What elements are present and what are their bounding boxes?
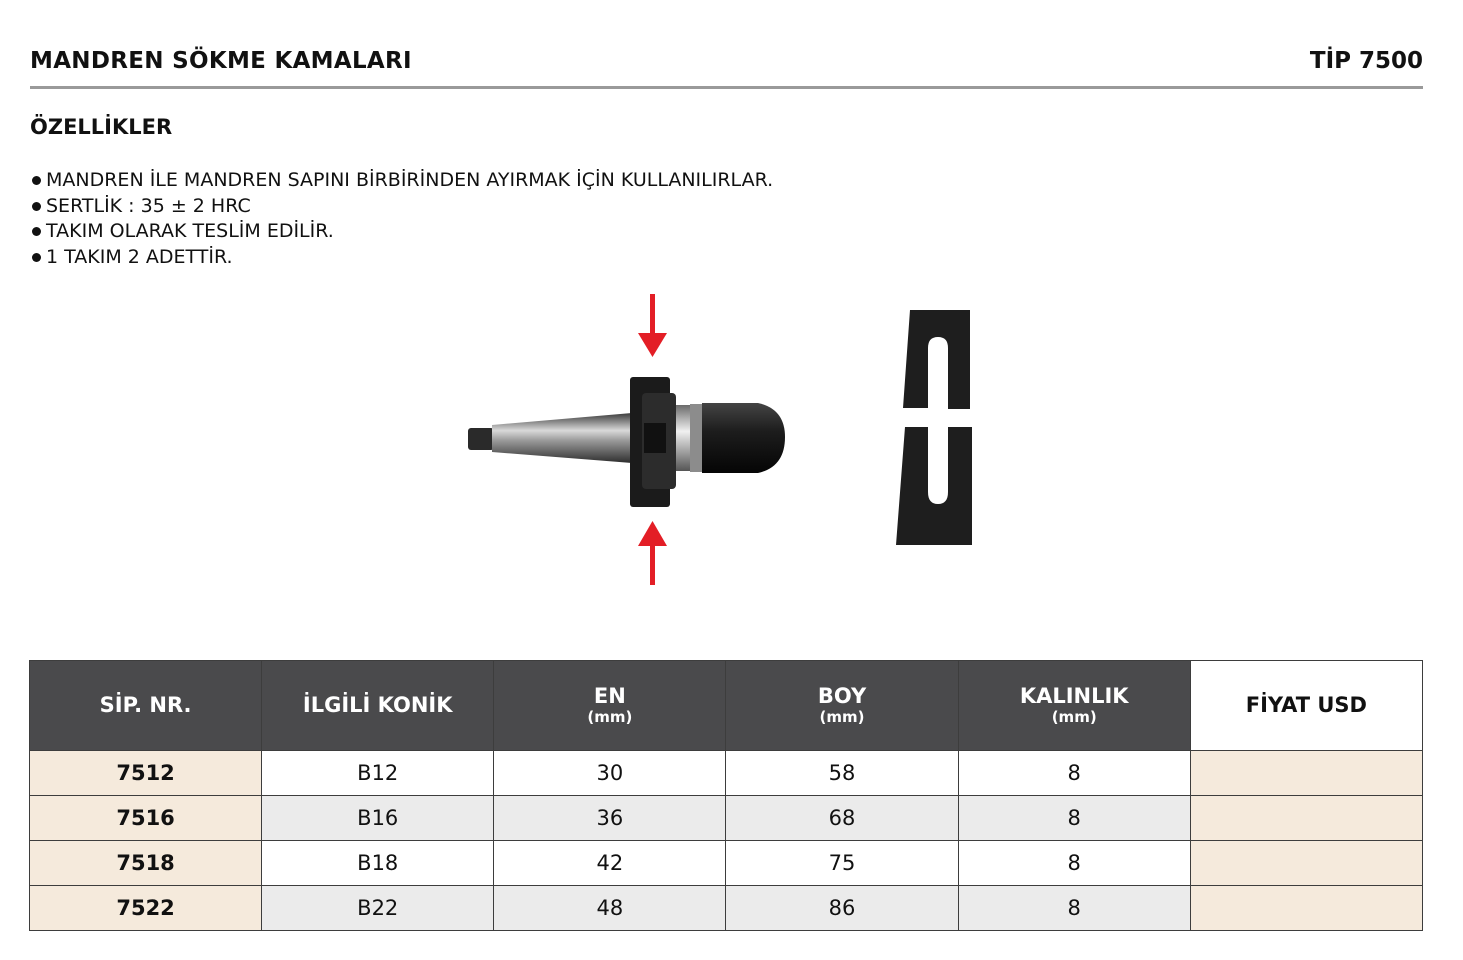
- wedge-plate-drawing: [896, 310, 972, 545]
- table-row: [30, 796, 1423, 841]
- feature-item: [30, 219, 773, 245]
- feature-text: TAKIM OLARAK TESLİM EDİLİR.: [46, 220, 334, 242]
- cell-code: 7516: [30, 796, 262, 841]
- feature-text: MANDREN İLE MANDREN SAPINI BİRBİRİNDEN AYIRMAK İÇİN KULLANILIRLAR.: [46, 169, 774, 191]
- table-header-row: [30, 661, 1423, 751]
- header-width: [494, 661, 726, 751]
- header-length: [726, 661, 958, 751]
- cell-width: 42: [494, 841, 726, 886]
- cell-taper: B22: [262, 886, 494, 931]
- header-thickness: [958, 661, 1190, 751]
- cell-width: 30: [494, 751, 726, 796]
- cell-width: 48: [494, 886, 726, 931]
- cell-code: 7522: [30, 886, 262, 931]
- header-width-label: EN: [593, 684, 626, 708]
- cell-price: [1190, 886, 1422, 931]
- header-thickness-label: KALINLIK: [1019, 684, 1129, 708]
- cell-taper: B18: [262, 841, 494, 886]
- cell-length: 75: [726, 841, 958, 886]
- feature-item: [30, 194, 773, 220]
- cell-thickness: 8: [958, 886, 1190, 931]
- cell-thickness: 8: [958, 751, 1190, 796]
- table-row: [30, 841, 1423, 886]
- cell-width: 36: [494, 796, 726, 841]
- features-list: [30, 168, 773, 270]
- up-arrow-icon: [638, 521, 667, 585]
- feature-text: 1 TAKIM 2 ADETTİR.: [46, 245, 233, 268]
- specifications-table: [29, 660, 1423, 931]
- header-taper: İLGİLİ KONİK: [262, 661, 494, 751]
- product-type: TİP 7500: [1309, 48, 1423, 74]
- product-illustration: [440, 285, 1000, 595]
- cell-price: [1190, 796, 1422, 841]
- bullet-icon: [32, 202, 41, 211]
- table-row: [30, 751, 1423, 796]
- header-thickness-unit: (mm): [1051, 708, 1097, 726]
- cell-price: [1190, 751, 1422, 796]
- cell-code: 7518: [30, 841, 262, 886]
- bullet-icon: [32, 227, 41, 236]
- cell-price: [1190, 841, 1422, 886]
- features-heading: ÖZELLİKLER: [30, 115, 173, 139]
- feature-item: [30, 168, 773, 194]
- page-header: [30, 44, 1423, 89]
- cell-taper: B16: [262, 796, 494, 841]
- cell-length: 68: [726, 796, 958, 841]
- cell-code: 7512: [30, 751, 262, 796]
- header-price: FİYAT USD: [1190, 661, 1422, 751]
- header-length-unit: (mm): [819, 708, 865, 726]
- mandrel-drawing: [468, 377, 785, 507]
- feature-item: [30, 245, 773, 271]
- table-row: [30, 886, 1423, 931]
- cell-taper: B12: [262, 751, 494, 796]
- bullet-icon: [32, 176, 41, 185]
- header-length-label: BOY: [817, 684, 867, 708]
- cell-thickness: 8: [958, 796, 1190, 841]
- page-title: MANDREN SÖKME KAMALARI: [30, 48, 412, 74]
- down-arrow-icon: [638, 294, 667, 357]
- feature-text: SERTLİK : 35 ± 2 HRC: [46, 194, 251, 217]
- header-code: SİP. NR.: [30, 661, 262, 751]
- cell-thickness: 8: [958, 841, 1190, 886]
- cell-length: 58: [726, 751, 958, 796]
- cell-length: 86: [726, 886, 958, 931]
- header-width-unit: (mm): [587, 708, 633, 726]
- bullet-icon: [32, 253, 41, 262]
